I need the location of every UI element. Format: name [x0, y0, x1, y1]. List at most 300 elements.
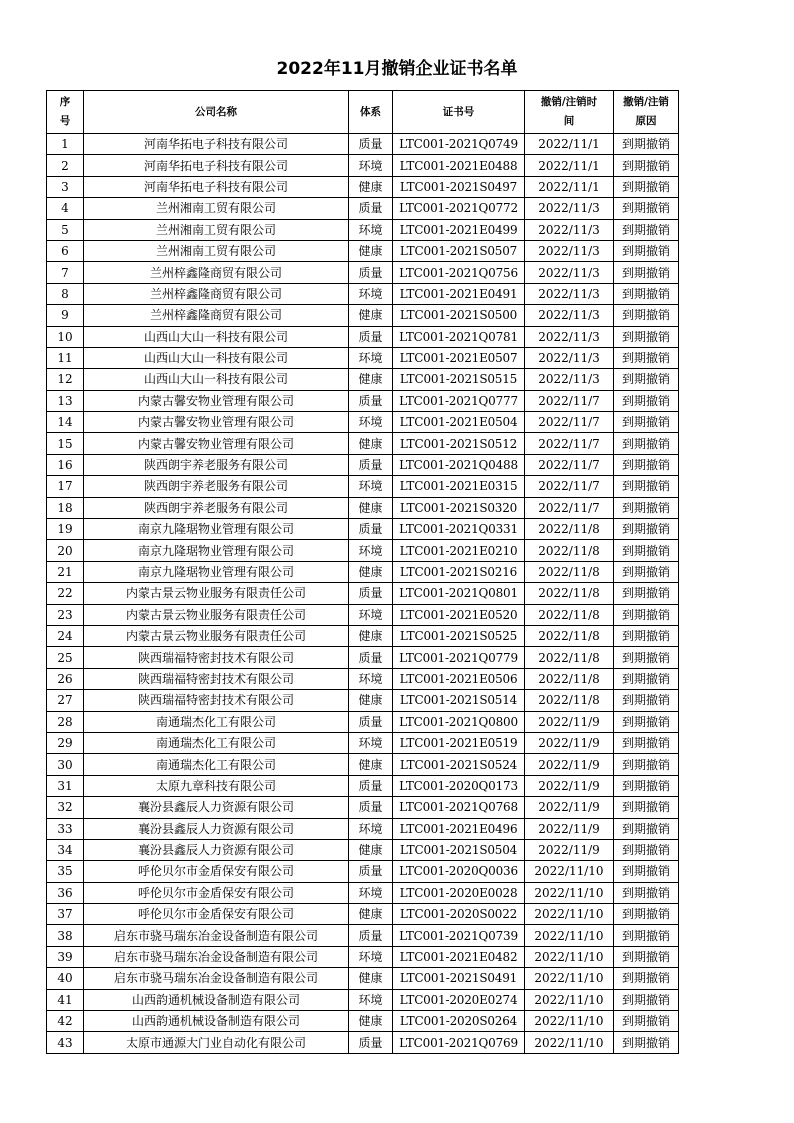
header-reason-label: 撤销/注销原因	[623, 96, 669, 127]
seq-cell: 40	[47, 968, 84, 989]
table-row	[47, 732, 679, 753]
system-cell: 健康	[349, 561, 393, 582]
cert-number-cell: LTC001-2020E0028	[393, 882, 525, 903]
revoke-date-cell: 2022/11/9	[525, 711, 614, 732]
company-cell: 山西韵通机械设备制造有限公司	[84, 1011, 349, 1032]
revoke-reason-cell: 到期撤销	[614, 1032, 679, 1053]
revoke-date-cell: 2022/11/1	[525, 134, 614, 155]
revoke-reason-cell: 到期撤销	[614, 797, 679, 818]
company-cell: 襄汾县鑫辰人力资源有限公司	[84, 797, 349, 818]
company-cell: 兰州湘南工贸有限公司	[84, 198, 349, 219]
revoke-date-cell: 2022/11/3	[525, 219, 614, 240]
cert-number-cell: LTC001-2021S0320	[393, 497, 525, 518]
system-cell: 健康	[349, 497, 393, 518]
revoke-reason-cell: 到期撤销	[614, 604, 679, 625]
revoke-reason-cell: 到期撤销	[614, 326, 679, 347]
system-cell: 健康	[349, 968, 393, 989]
seq-cell: 15	[47, 433, 84, 454]
cert-number-cell: LTC001-2021Q0331	[393, 519, 525, 540]
table-header-row	[47, 91, 679, 134]
revoke-date-cell: 2022/11/9	[525, 754, 614, 775]
revoke-reason-cell: 到期撤销	[614, 925, 679, 946]
seq-cell: 19	[47, 519, 84, 540]
revoke-reason-cell: 到期撤销	[614, 839, 679, 860]
system-cell: 质量	[349, 583, 393, 604]
seq-cell: 32	[47, 797, 84, 818]
company-cell: 山西山大山一科技有限公司	[84, 326, 349, 347]
seq-cell: 10	[47, 326, 84, 347]
company-cell: 陕西朗宇养老服务有限公司	[84, 476, 349, 497]
system-cell: 环境	[349, 347, 393, 368]
seq-cell: 34	[47, 839, 84, 860]
revoke-reason-cell: 到期撤销	[614, 754, 679, 775]
company-cell: 内蒙古景云物业服务有限责任公司	[84, 604, 349, 625]
revoke-reason-cell: 到期撤销	[614, 1011, 679, 1032]
system-cell: 环境	[349, 818, 393, 839]
system-cell: 健康	[349, 369, 393, 390]
header-date	[525, 91, 614, 134]
table-row	[47, 347, 679, 368]
table-row	[47, 262, 679, 283]
header-date-label: 撤销/注销时间	[540, 96, 598, 127]
company-cell: 襄汾县鑫辰人力资源有限公司	[84, 818, 349, 839]
table-row	[47, 134, 679, 155]
cert-number-cell: LTC001-2021E0507	[393, 347, 525, 368]
company-cell: 山西韵通机械设备制造有限公司	[84, 989, 349, 1010]
revoke-date-cell: 2022/11/3	[525, 262, 614, 283]
table-row	[47, 818, 679, 839]
cert-number-cell: LTC001-2021S0515	[393, 369, 525, 390]
cert-number-cell: LTC001-2020S0264	[393, 1011, 525, 1032]
revoke-reason-cell: 到期撤销	[614, 540, 679, 561]
system-cell: 环境	[349, 732, 393, 753]
revoke-date-cell: 2022/11/10	[525, 1011, 614, 1032]
table-row	[47, 198, 679, 219]
cert-number-cell: LTC001-2021Q0769	[393, 1032, 525, 1053]
company-cell: 启东市骁马瑞东冶金设备制造有限公司	[84, 968, 349, 989]
cert-number-cell: LTC001-2021S0525	[393, 625, 525, 646]
company-cell: 兰州湘南工贸有限公司	[84, 240, 349, 261]
company-cell: 呼伦贝尔市金盾保安有限公司	[84, 904, 349, 925]
seq-cell: 38	[47, 925, 84, 946]
revoke-reason-cell: 到期撤销	[614, 155, 679, 176]
table-body	[47, 134, 679, 1054]
company-cell: 内蒙古景云物业服务有限责任公司	[84, 583, 349, 604]
system-cell: 健康	[349, 904, 393, 925]
company-cell: 启东市骁马瑞东冶金设备制造有限公司	[84, 946, 349, 967]
header-company: 公司名称	[84, 91, 349, 134]
system-cell: 质量	[349, 1032, 393, 1053]
system-cell: 健康	[349, 433, 393, 454]
cert-number-cell: LTC001-2021Q0779	[393, 647, 525, 668]
revoke-reason-cell: 到期撤销	[614, 583, 679, 604]
system-cell: 质量	[349, 861, 393, 882]
cert-number-cell: LTC001-2021S0524	[393, 754, 525, 775]
seq-cell: 25	[47, 647, 84, 668]
header-seq	[47, 91, 84, 134]
revoke-reason-cell: 到期撤销	[614, 369, 679, 390]
revoke-reason-cell: 到期撤销	[614, 240, 679, 261]
company-cell: 襄汾县鑫辰人力资源有限公司	[84, 839, 349, 860]
system-cell: 环境	[349, 540, 393, 561]
system-cell: 健康	[349, 240, 393, 261]
revoke-reason-cell: 到期撤销	[614, 711, 679, 732]
revoke-date-cell: 2022/11/9	[525, 839, 614, 860]
seq-cell: 24	[47, 625, 84, 646]
cert-number-cell: LTC001-2020Q0173	[393, 775, 525, 796]
cert-number-cell: LTC001-2021E0506	[393, 668, 525, 689]
company-cell: 南通瑞杰化工有限公司	[84, 732, 349, 753]
revoke-reason-cell: 到期撤销	[614, 625, 679, 646]
company-cell: 兰州梓鑫隆商贸有限公司	[84, 283, 349, 304]
cert-number-cell: LTC001-2021Q0772	[393, 198, 525, 219]
revoke-reason-cell: 到期撤销	[614, 497, 679, 518]
cert-number-cell: LTC001-2021S0512	[393, 433, 525, 454]
revoke-date-cell: 2022/11/7	[525, 412, 614, 433]
revoke-reason-cell: 到期撤销	[614, 775, 679, 796]
cert-number-cell: LTC001-2021S0491	[393, 968, 525, 989]
table-row	[47, 219, 679, 240]
company-cell: 呼伦贝尔市金盾保安有限公司	[84, 861, 349, 882]
seq-cell: 37	[47, 904, 84, 925]
seq-cell: 29	[47, 732, 84, 753]
cert-number-cell: LTC001-2021Q0781	[393, 326, 525, 347]
revoke-date-cell: 2022/11/10	[525, 946, 614, 967]
cert-number-cell: LTC001-2021E0499	[393, 219, 525, 240]
company-cell: 兰州梓鑫隆商贸有限公司	[84, 305, 349, 326]
revoke-date-cell: 2022/11/8	[525, 647, 614, 668]
table-row	[47, 925, 679, 946]
revoke-date-cell: 2022/11/7	[525, 454, 614, 475]
table-row	[47, 968, 679, 989]
table-row	[47, 839, 679, 860]
cert-number-cell: LTC001-2020S0022	[393, 904, 525, 925]
system-cell: 质量	[349, 711, 393, 732]
seq-cell: 21	[47, 561, 84, 582]
cert-number-cell: LTC001-2021Q0801	[393, 583, 525, 604]
table-row	[47, 540, 679, 561]
revoke-reason-cell: 到期撤销	[614, 176, 679, 197]
revoke-date-cell: 2022/11/10	[525, 882, 614, 903]
system-cell: 环境	[349, 283, 393, 304]
seq-cell: 43	[47, 1032, 84, 1053]
revoke-date-cell: 2022/11/10	[525, 904, 614, 925]
table-row	[47, 326, 679, 347]
seq-cell: 3	[47, 176, 84, 197]
seq-cell: 9	[47, 305, 84, 326]
revoke-date-cell: 2022/11/8	[525, 604, 614, 625]
system-cell: 质量	[349, 519, 393, 540]
table-row	[47, 882, 679, 903]
table-row	[47, 668, 679, 689]
revoke-date-cell: 2022/11/3	[525, 369, 614, 390]
table-row	[47, 433, 679, 454]
revoke-date-cell: 2022/11/7	[525, 433, 614, 454]
cert-number-cell: LTC001-2021E0519	[393, 732, 525, 753]
revoke-reason-cell: 到期撤销	[614, 882, 679, 903]
revoke-reason-cell: 到期撤销	[614, 390, 679, 411]
seq-cell: 41	[47, 989, 84, 1010]
revoke-date-cell: 2022/11/8	[525, 540, 614, 561]
company-cell: 南通瑞杰化工有限公司	[84, 711, 349, 732]
seq-cell: 5	[47, 219, 84, 240]
seq-cell: 33	[47, 818, 84, 839]
revoke-date-cell: 2022/11/9	[525, 732, 614, 753]
seq-cell: 17	[47, 476, 84, 497]
revoke-reason-cell: 到期撤销	[614, 561, 679, 582]
revoke-date-cell: 2022/11/3	[525, 283, 614, 304]
company-cell: 兰州梓鑫隆商贸有限公司	[84, 262, 349, 283]
revoke-date-cell: 2022/11/8	[525, 668, 614, 689]
cert-number-cell: LTC001-2021S0500	[393, 305, 525, 326]
revoke-date-cell: 2022/11/3	[525, 326, 614, 347]
revoke-date-cell: 2022/11/8	[525, 583, 614, 604]
seq-cell: 27	[47, 690, 84, 711]
system-cell: 质量	[349, 797, 393, 818]
revoke-date-cell: 2022/11/7	[525, 390, 614, 411]
system-cell: 环境	[349, 989, 393, 1010]
system-cell: 环境	[349, 882, 393, 903]
table-row	[47, 797, 679, 818]
company-cell: 河南华拓电子科技有限公司	[84, 176, 349, 197]
revoke-reason-cell: 到期撤销	[614, 219, 679, 240]
revoke-date-cell: 2022/11/7	[525, 476, 614, 497]
company-cell: 南京九隆琚物业管理有限公司	[84, 561, 349, 582]
revoke-date-cell: 2022/11/8	[525, 625, 614, 646]
seq-cell: 22	[47, 583, 84, 604]
company-cell: 陕西瑞福特密封技术有限公司	[84, 647, 349, 668]
revoke-reason-cell: 到期撤销	[614, 262, 679, 283]
cert-number-cell: LTC001-2021Q0739	[393, 925, 525, 946]
system-cell: 环境	[349, 219, 393, 240]
company-cell: 内蒙古景云物业服务有限责任公司	[84, 625, 349, 646]
revoke-reason-cell: 到期撤销	[614, 454, 679, 475]
table-row	[47, 519, 679, 540]
table-row	[47, 583, 679, 604]
company-cell: 南通瑞杰化工有限公司	[84, 754, 349, 775]
revoke-date-cell: 2022/11/3	[525, 305, 614, 326]
revoke-reason-cell: 到期撤销	[614, 732, 679, 753]
cert-number-cell: LTC001-2021E0315	[393, 476, 525, 497]
cert-number-cell: LTC001-2021Q0488	[393, 454, 525, 475]
revoke-reason-cell: 到期撤销	[614, 989, 679, 1010]
company-cell: 山西山大山一科技有限公司	[84, 347, 349, 368]
table-row	[47, 1011, 679, 1032]
seq-cell: 13	[47, 390, 84, 411]
table-row	[47, 412, 679, 433]
system-cell: 健康	[349, 839, 393, 860]
system-cell: 质量	[349, 262, 393, 283]
table-row	[47, 369, 679, 390]
cert-number-cell: LTC001-2021E0520	[393, 604, 525, 625]
revoke-date-cell: 2022/11/8	[525, 519, 614, 540]
company-cell: 陕西瑞福特密封技术有限公司	[84, 668, 349, 689]
system-cell: 环境	[349, 412, 393, 433]
revoke-reason-cell: 到期撤销	[614, 861, 679, 882]
table-row	[47, 775, 679, 796]
cert-number-cell: LTC001-2021S0504	[393, 839, 525, 860]
table-row	[47, 454, 679, 475]
system-cell: 健康	[349, 1011, 393, 1032]
table-row	[47, 647, 679, 668]
system-cell: 环境	[349, 604, 393, 625]
seq-cell: 1	[47, 134, 84, 155]
revoke-reason-cell: 到期撤销	[614, 198, 679, 219]
system-cell: 质量	[349, 198, 393, 219]
company-cell: 呼伦贝尔市金盾保安有限公司	[84, 882, 349, 903]
revoke-date-cell: 2022/11/7	[525, 497, 614, 518]
system-cell: 健康	[349, 625, 393, 646]
table-row	[47, 625, 679, 646]
revoke-reason-cell: 到期撤销	[614, 476, 679, 497]
revoke-reason-cell: 到期撤销	[614, 283, 679, 304]
table-row	[47, 240, 679, 261]
revoke-date-cell: 2022/11/8	[525, 690, 614, 711]
company-cell: 南京九隆琚物业管理有限公司	[84, 540, 349, 561]
revoke-reason-cell: 到期撤销	[614, 647, 679, 668]
seq-cell: 28	[47, 711, 84, 732]
revoke-reason-cell: 到期撤销	[614, 347, 679, 368]
revoke-reason-cell: 到期撤销	[614, 690, 679, 711]
cert-number-cell: LTC001-2021E0496	[393, 818, 525, 839]
revoke-date-cell: 2022/11/10	[525, 861, 614, 882]
document-title: 2022年11月撤销企业证书名单	[276, 59, 518, 79]
cert-number-cell: LTC001-2021Q0768	[393, 797, 525, 818]
cert-number-cell: LTC001-2021Q0800	[393, 711, 525, 732]
revoke-reason-cell: 到期撤销	[614, 968, 679, 989]
seq-cell: 31	[47, 775, 84, 796]
system-cell: 质量	[349, 925, 393, 946]
revoke-date-cell: 2022/11/9	[525, 818, 614, 839]
system-cell: 环境	[349, 476, 393, 497]
seq-cell: 6	[47, 240, 84, 261]
system-cell: 质量	[349, 454, 393, 475]
company-cell: 内蒙古馨安物业管理有限公司	[84, 390, 349, 411]
header-reason	[614, 91, 679, 134]
company-cell: 陕西瑞福特密封技术有限公司	[84, 690, 349, 711]
cert-number-cell: LTC001-2021Q0777	[393, 390, 525, 411]
cert-number-cell: LTC001-2021S0216	[393, 561, 525, 582]
revoke-date-cell: 2022/11/10	[525, 925, 614, 946]
company-cell: 兰州湘南工贸有限公司	[84, 219, 349, 240]
cert-number-cell: LTC001-2021E0504	[393, 412, 525, 433]
table-row	[47, 283, 679, 304]
table-row	[47, 989, 679, 1010]
seq-cell: 7	[47, 262, 84, 283]
table-row	[47, 861, 679, 882]
table-row	[47, 1032, 679, 1053]
seq-cell: 16	[47, 454, 84, 475]
seq-cell: 39	[47, 946, 84, 967]
table-row	[47, 690, 679, 711]
company-cell: 内蒙古馨安物业管理有限公司	[84, 412, 349, 433]
system-cell: 质量	[349, 390, 393, 411]
revoke-reason-cell: 到期撤销	[614, 134, 679, 155]
revoke-date-cell: 2022/11/1	[525, 176, 614, 197]
seq-cell: 14	[47, 412, 84, 433]
system-cell: 健康	[349, 754, 393, 775]
seq-cell: 18	[47, 497, 84, 518]
table-row	[47, 155, 679, 176]
seq-cell: 12	[47, 369, 84, 390]
table-row	[47, 946, 679, 967]
cert-number-cell: LTC001-2021E0210	[393, 540, 525, 561]
system-cell: 健康	[349, 176, 393, 197]
revoked-certificate-table	[46, 90, 679, 1054]
revoke-reason-cell: 到期撤销	[614, 818, 679, 839]
header-seq-label: 序号	[59, 96, 71, 127]
header-cert: 证书号	[393, 91, 525, 134]
revoke-date-cell: 2022/11/3	[525, 347, 614, 368]
system-cell: 健康	[349, 690, 393, 711]
table-row	[47, 561, 679, 582]
table-row	[47, 604, 679, 625]
revoke-date-cell: 2022/11/9	[525, 775, 614, 796]
company-cell: 内蒙古馨安物业管理有限公司	[84, 433, 349, 454]
header-system: 体系	[349, 91, 393, 134]
revoke-date-cell: 2022/11/1	[525, 155, 614, 176]
revoke-date-cell: 2022/11/10	[525, 1032, 614, 1053]
seq-cell: 26	[47, 668, 84, 689]
company-cell: 启东市骁马瑞东冶金设备制造有限公司	[84, 925, 349, 946]
revoke-reason-cell: 到期撤销	[614, 412, 679, 433]
cert-number-cell: LTC001-2021E0482	[393, 946, 525, 967]
revoke-date-cell: 2022/11/8	[525, 561, 614, 582]
company-cell: 太原九章科技有限公司	[84, 775, 349, 796]
cert-number-cell: LTC001-2020E0274	[393, 989, 525, 1010]
company-cell: 南京九隆琚物业管理有限公司	[84, 519, 349, 540]
system-cell: 环境	[349, 946, 393, 967]
table-row	[47, 476, 679, 497]
system-cell: 质量	[349, 647, 393, 668]
seq-cell: 35	[47, 861, 84, 882]
table-row	[47, 390, 679, 411]
company-cell: 太原市通源大门业自动化有限公司	[84, 1032, 349, 1053]
table-row	[47, 904, 679, 925]
cert-number-cell: LTC001-2021Q0749	[393, 134, 525, 155]
seq-cell: 23	[47, 604, 84, 625]
cert-number-cell: LTC001-2020Q0036	[393, 861, 525, 882]
table-row	[47, 305, 679, 326]
system-cell: 环境	[349, 155, 393, 176]
company-cell: 山西山大山一科技有限公司	[84, 369, 349, 390]
seq-cell: 2	[47, 155, 84, 176]
revoke-reason-cell: 到期撤销	[614, 904, 679, 925]
system-cell: 环境	[349, 668, 393, 689]
cert-number-cell: LTC001-2021S0497	[393, 176, 525, 197]
seq-cell: 11	[47, 347, 84, 368]
company-cell: 河南华拓电子科技有限公司	[84, 155, 349, 176]
seq-cell: 20	[47, 540, 84, 561]
company-cell: 河南华拓电子科技有限公司	[84, 134, 349, 155]
table-row	[47, 176, 679, 197]
revoke-reason-cell: 到期撤销	[614, 305, 679, 326]
revoke-reason-cell: 到期撤销	[614, 946, 679, 967]
cert-number-cell: LTC001-2021E0488	[393, 155, 525, 176]
system-cell: 质量	[349, 326, 393, 347]
table-row	[47, 754, 679, 775]
cert-number-cell: LTC001-2021E0491	[393, 283, 525, 304]
seq-cell: 42	[47, 1011, 84, 1032]
cert-number-cell: LTC001-2021S0507	[393, 240, 525, 261]
seq-cell: 4	[47, 198, 84, 219]
cert-number-cell: LTC001-2021S0514	[393, 690, 525, 711]
system-cell: 健康	[349, 305, 393, 326]
seq-cell: 8	[47, 283, 84, 304]
table-row	[47, 497, 679, 518]
system-cell: 质量	[349, 775, 393, 796]
company-cell: 陕西朗宇养老服务有限公司	[84, 454, 349, 475]
